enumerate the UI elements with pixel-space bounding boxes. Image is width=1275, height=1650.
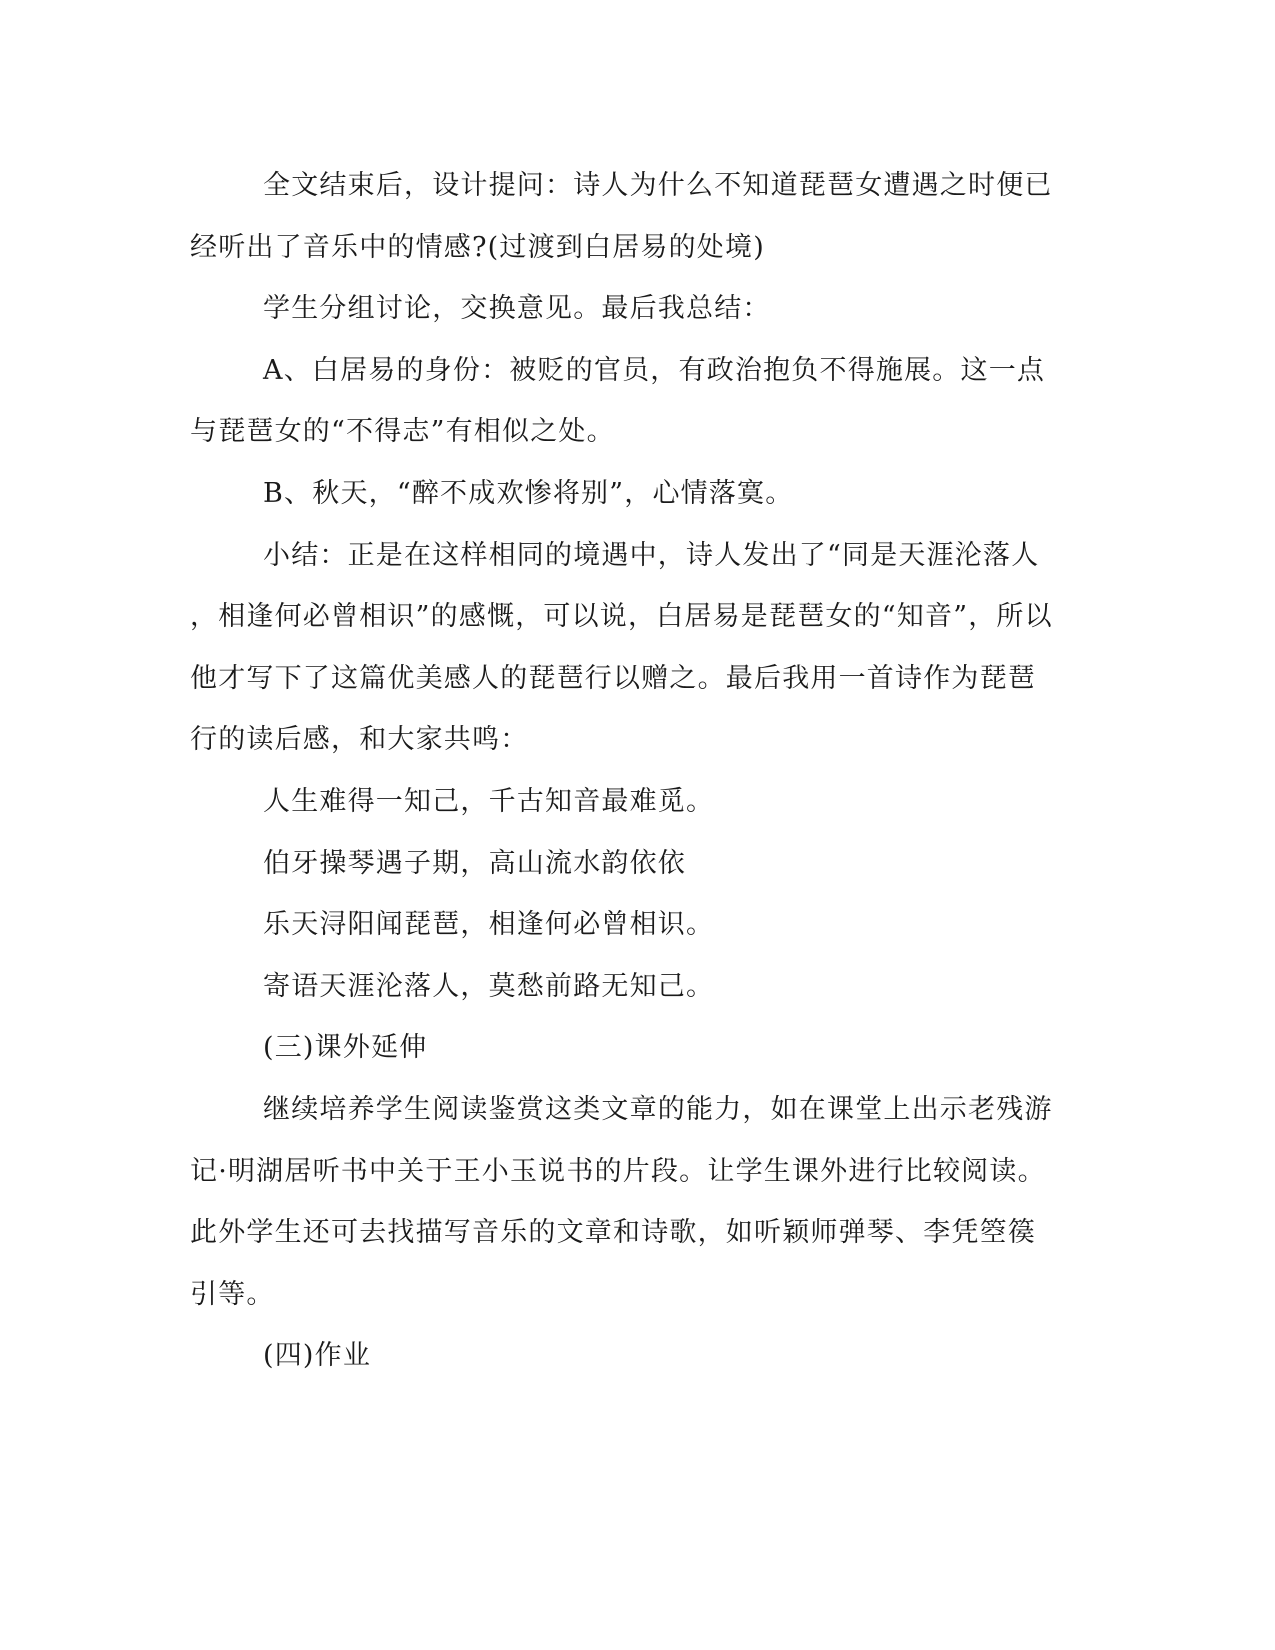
point-a-line-1: A、白居易的身份：被贬的官员，有政治抱负不得施展。这一点 (263, 354, 1046, 386)
section-heading-homework: (四)作业 (263, 1340, 372, 1372)
section-heading-extension: (三)课外延伸 (263, 1032, 428, 1064)
extension-line-1: 继续培养学生阅读鉴赏这类文章的能力，如在课堂上出示老残游 (263, 1093, 1053, 1125)
poem-line-4: 寄语天涯沦落人，莫愁前路无知己。 (263, 970, 715, 1002)
summary-line-4: 行的读后感，和大家共鸣： (190, 724, 529, 756)
summary-line-2: ，相逢何必曾相识”的感慨，可以说，白居易是琵琶女的“知音”，所以 (190, 601, 1053, 633)
summary-line-1: 小结：正是在这样相同的境遇中，诗人发出了“同是天涯沦落人 (263, 539, 1040, 571)
paragraph-discussion: 学生分组讨论，交换意见。最后我总结： (263, 293, 771, 325)
summary-line-3: 他才写下了这篇优美感人的琵琶行以赠之。最后我用一首诗作为琵琶 (190, 662, 1036, 694)
poem-line-1: 人生难得一知己，千古知音最难觅。 (263, 785, 715, 817)
paragraph-question-line-1: 全文结束后，设计提问：诗人为什么不知道琵琶女遭遇之时便已 (263, 170, 1053, 201)
point-b: B、秋天，“醉不成欢惨将别”，心情落寞。 (263, 477, 794, 509)
extension-line-3: 此外学生还可去找描写音乐的文章和诗歌，如听颖师弹琴、李凭箜篌 (190, 1217, 1036, 1249)
point-a-line-2: 与琵琶女的“不得志”有相似之处。 (190, 416, 615, 448)
document-body (190, 155, 1080, 1387)
extension-line-2: 记·明湖居听书中关于王小玉说书的片段。让学生课外进行比较阅读。 (190, 1155, 1046, 1187)
extension-line-4: 引等。 (190, 1278, 275, 1310)
poem-line-3: 乐天浔阳闻琵琶，相逢何必曾相识。 (263, 909, 715, 941)
poem-line-2: 伯牙操琴遇子期，高山流水韵依依 (263, 847, 686, 879)
paragraph-question-line-2: 经听出了音乐中的情感?(过渡到白居易的处境) (190, 231, 765, 263)
